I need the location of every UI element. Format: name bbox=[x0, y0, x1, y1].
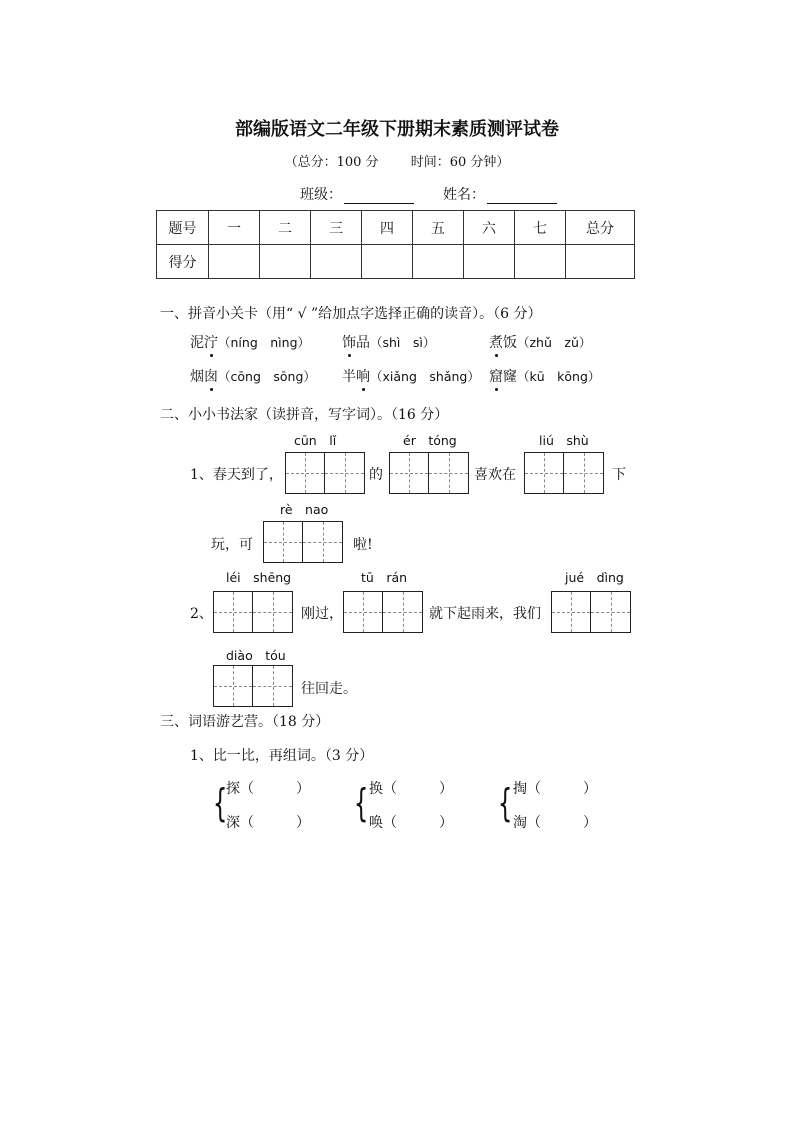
pinyin-item bbox=[190, 366, 316, 386]
writing-grid[interactable] bbox=[343, 591, 423, 633]
word-part: 饭 bbox=[503, 335, 517, 351]
pinyin-item bbox=[489, 332, 591, 352]
table-cell: 二 bbox=[260, 211, 311, 245]
word-compose-field[interactable]: 探（ ） bbox=[226, 781, 310, 797]
brace-icon: { bbox=[353, 781, 369, 825]
pinyin-prompt: diào tóu bbox=[226, 648, 286, 663]
dotted-char: 煮 bbox=[489, 332, 503, 352]
pinyin-options[interactable]: （cōng sōng） bbox=[218, 369, 316, 384]
pinyin-prompt: cūn lǐ bbox=[294, 433, 337, 448]
dotted-char: 响 bbox=[356, 366, 370, 386]
total-score: （总分：100 分 bbox=[284, 155, 379, 170]
word-compose-field[interactable]: 换（ ） bbox=[369, 781, 453, 797]
pinyin-options[interactable]: （níng nìng） bbox=[218, 335, 311, 350]
table-cell: 一 bbox=[209, 211, 260, 245]
score-table-score-row bbox=[157, 245, 635, 279]
pinyin-item bbox=[342, 332, 435, 352]
section2-heading: 二、小小书法家（读拼音，写字词）。（16 分） bbox=[160, 407, 449, 423]
writing-grid[interactable] bbox=[213, 591, 293, 633]
table-cell: 题号 bbox=[157, 211, 209, 245]
brace-icon: { bbox=[212, 781, 228, 825]
writing-grid[interactable] bbox=[285, 452, 365, 494]
word-part: 烟 bbox=[190, 369, 204, 385]
class-label: 班级： bbox=[300, 187, 342, 203]
writing-grid[interactable] bbox=[213, 665, 293, 707]
word-part: 泥 bbox=[190, 335, 204, 351]
score-table-header-row bbox=[157, 211, 635, 245]
score-table bbox=[156, 210, 635, 279]
pinyin-prompt: léi shēng bbox=[226, 570, 292, 585]
page-title: 部编版语文二年级下册期末素质测评试卷 bbox=[235, 119, 559, 140]
word-compose-field[interactable]: 唤（ ） bbox=[369, 815, 453, 831]
sentence-text: 玩，可 bbox=[211, 537, 253, 553]
score-input-cell[interactable] bbox=[260, 245, 311, 279]
class-field bbox=[300, 184, 414, 204]
sentence-text: 下 bbox=[612, 467, 626, 483]
dotted-char: 窟 bbox=[489, 366, 503, 386]
sentence-text: 2、 bbox=[190, 606, 213, 622]
table-cell: 五 bbox=[413, 211, 464, 245]
pinyin-item bbox=[190, 332, 310, 352]
score-input-cell[interactable] bbox=[566, 245, 635, 279]
subquestion-1: 1、比一比，再组词。（3 分） bbox=[190, 748, 374, 764]
name-label: 姓名： bbox=[443, 187, 485, 203]
pinyin-item bbox=[342, 366, 480, 386]
score-input-cell[interactable] bbox=[362, 245, 413, 279]
sentence-text: 啦! bbox=[353, 537, 373, 553]
pinyin-options[interactable]: （xiǎng shǎng） bbox=[370, 369, 480, 384]
sentence-text: 的 bbox=[369, 467, 383, 483]
score-input-cell[interactable] bbox=[413, 245, 464, 279]
dotted-char: 饰 bbox=[342, 332, 356, 352]
pinyin-prompt: liú shù bbox=[539, 433, 589, 448]
pinyin-options[interactable]: （zhǔ zǔ） bbox=[517, 335, 592, 350]
sentence-text: 就下起雨来，我们 bbox=[429, 606, 541, 622]
word-part: 窿 bbox=[503, 369, 517, 385]
exam-time: 时间：60 分钟） bbox=[410, 155, 510, 170]
table-cell: 三 bbox=[311, 211, 362, 245]
section1-heading: 一、拼音小关卡（用“ √ ”给加点字选择正确的读音）。（6 分） bbox=[160, 306, 542, 322]
writing-grid[interactable] bbox=[524, 452, 604, 494]
sentence-text: 刚过， bbox=[301, 606, 343, 622]
section3-heading: 三、词语游艺营。（18 分） bbox=[160, 714, 330, 730]
pinyin-item bbox=[489, 366, 600, 386]
table-cell: 四 bbox=[362, 211, 413, 245]
pinyin-prompt: jué dìng bbox=[565, 570, 624, 585]
table-cell: 总分 bbox=[566, 211, 635, 245]
sentence-text: 1、春天到了， bbox=[190, 467, 283, 483]
table-cell: 七 bbox=[515, 211, 566, 245]
name-blank[interactable] bbox=[487, 189, 557, 204]
sentence-text: 喜欢在 bbox=[474, 467, 516, 483]
name-field bbox=[443, 184, 557, 204]
score-input-cell[interactable] bbox=[209, 245, 260, 279]
dotted-char: 泞 bbox=[204, 332, 218, 352]
table-cell: 得分 bbox=[157, 245, 209, 279]
score-input-cell[interactable] bbox=[311, 245, 362, 279]
writing-grid[interactable] bbox=[551, 591, 631, 633]
pinyin-prompt: ér tóng bbox=[403, 433, 457, 448]
pinyin-options[interactable]: （shì sì） bbox=[370, 335, 436, 350]
class-blank[interactable] bbox=[344, 189, 414, 204]
word-compose-field[interactable]: 深（ ） bbox=[226, 815, 310, 831]
word-part: 半 bbox=[342, 369, 356, 385]
sentence-text: 往回走。 bbox=[301, 681, 357, 697]
table-cell: 六 bbox=[464, 211, 515, 245]
score-input-cell[interactable] bbox=[515, 245, 566, 279]
writing-grid[interactable] bbox=[389, 452, 469, 494]
dotted-char: 囱 bbox=[204, 366, 218, 386]
word-compose-field[interactable]: 掏（ ） bbox=[513, 781, 597, 797]
writing-grid[interactable] bbox=[263, 521, 343, 563]
word-part: 品 bbox=[356, 335, 370, 351]
exam-meta bbox=[0, 151, 794, 170]
pinyin-prompt: tū rán bbox=[361, 570, 408, 585]
pinyin-prompt: rè nao bbox=[280, 502, 329, 517]
score-input-cell[interactable] bbox=[464, 245, 515, 279]
brace-icon: { bbox=[497, 781, 513, 825]
word-compose-field[interactable]: 淘（ ） bbox=[513, 815, 597, 831]
pinyin-options[interactable]: （kū kōng） bbox=[517, 369, 601, 384]
